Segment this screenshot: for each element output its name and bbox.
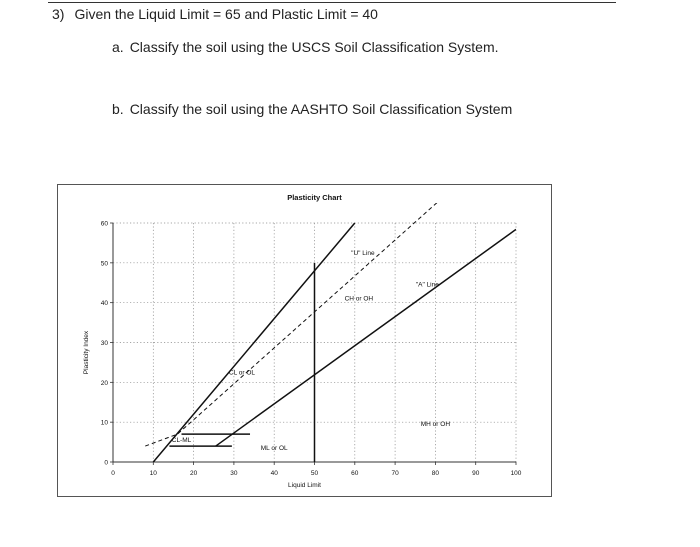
y-tick-label: 0 xyxy=(104,459,108,467)
question-number: 3) xyxy=(52,6,65,22)
x-axis-label: Liquid Limit xyxy=(288,482,321,489)
question-part-b xyxy=(112,101,512,117)
series-line-1 xyxy=(216,229,516,446)
zone-label-ml-or-ol: ML or OL xyxy=(260,445,288,453)
part-a-label: a. xyxy=(112,39,124,55)
part-a-text: Classify the soil using the USCS Soil Classification System. xyxy=(129,39,499,55)
y-tick-label: 60 xyxy=(100,220,108,228)
zone-label-ch-or-oh: CH or OH xyxy=(344,295,374,303)
x-tick-label: 50 xyxy=(310,470,319,477)
y-tick-label: 50 xyxy=(100,260,108,268)
y-tick-label: 30 xyxy=(100,340,108,347)
x-tick-label: 10 xyxy=(149,470,157,477)
x-tick-label: 30 xyxy=(230,470,238,477)
y-tick-label: 40 xyxy=(100,300,108,308)
zone-label-cl-or-ol: CL or OL xyxy=(228,369,256,377)
question-part-a xyxy=(112,39,499,55)
question-text: Given the Liquid Limit = 65 and Plastic Limit = 40 xyxy=(74,6,378,22)
y-axis-label: Plasticity Index xyxy=(83,330,90,375)
x-tick-label: 70 xyxy=(391,470,399,477)
line-annotation-1: "A" Line xyxy=(415,281,439,289)
line-annotation-0: "U" Line xyxy=(351,249,375,257)
part-b-text: Classify the soil using the AASHTO Soil Classification System xyxy=(129,101,513,117)
series-line-0 xyxy=(145,185,516,446)
x-tick-label: 60 xyxy=(351,470,359,477)
x-tick-label: 90 xyxy=(472,470,480,477)
plasticity-chart xyxy=(58,185,551,496)
plasticity-chart-figure xyxy=(57,184,552,497)
zone-label-mh-or-oh: MH or OH xyxy=(420,421,451,429)
chart-title: Plasticity Chart xyxy=(287,193,342,202)
x-tick-label: 20 xyxy=(189,470,198,477)
y-tick-label: 20 xyxy=(100,379,108,387)
zone-label-cl-ml: CL-ML xyxy=(171,437,192,445)
part-b-label: b. xyxy=(112,101,124,117)
y-tick-label: 10 xyxy=(100,419,108,427)
x-tick-label: 40 xyxy=(270,470,278,477)
x-tick-label: 100 xyxy=(510,470,522,477)
x-tick-label: 80 xyxy=(431,470,440,477)
question-title xyxy=(52,6,378,22)
x-tick-label: 0 xyxy=(111,470,115,477)
top-rule xyxy=(48,2,616,3)
